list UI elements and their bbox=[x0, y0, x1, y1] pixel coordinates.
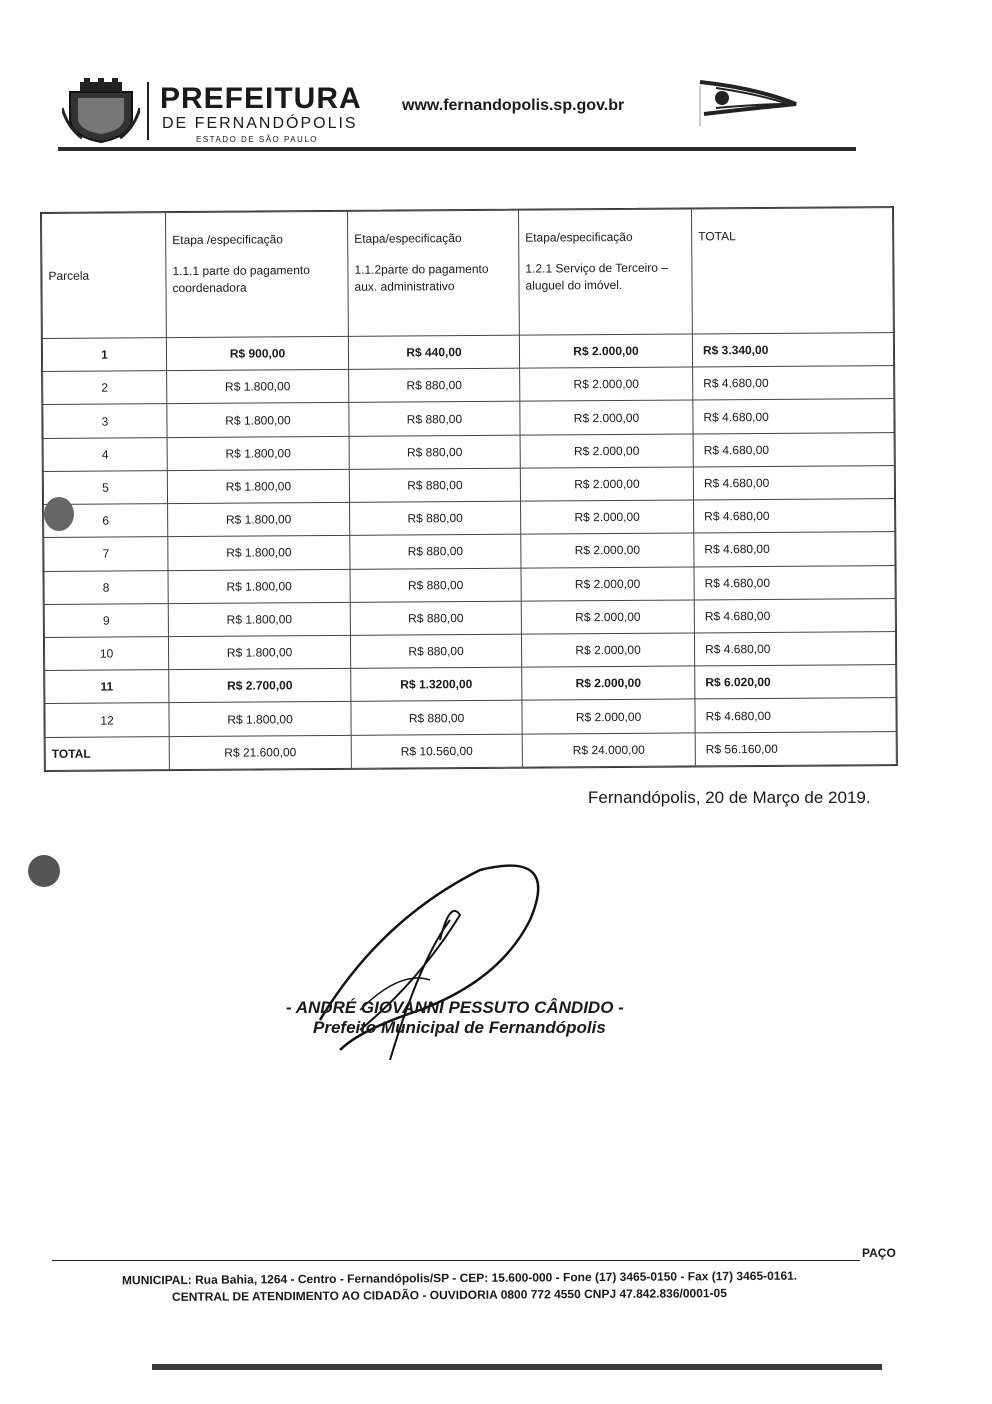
cell-etapa-1: R$ 1.800,00 bbox=[168, 569, 350, 603]
cell-parcela: 8 bbox=[44, 570, 168, 604]
punch-hole bbox=[44, 497, 74, 531]
cell-etapa-2: R$ 440,00 bbox=[348, 335, 519, 369]
website-link[interactable]: www.fernandopolis.sp.gov.br bbox=[402, 97, 625, 114]
cell-total-etapa-3: R$ 24.000,00 bbox=[522, 733, 695, 768]
cell-etapa-1: R$ 1.800,00 bbox=[168, 635, 350, 669]
punch-hole bbox=[28, 855, 60, 887]
signer-role: Prefeito Municipal de Fernandópolis bbox=[313, 1018, 606, 1037]
cell-total-etapa-1: R$ 21.600,00 bbox=[169, 735, 351, 770]
cell-etapa-3: R$ 2.000,00 bbox=[521, 500, 694, 534]
cell-parcela: 5 bbox=[43, 470, 167, 504]
cell-total: R$ 4.680,00 bbox=[694, 565, 895, 600]
cell-etapa-2: R$ 880,00 bbox=[349, 368, 520, 402]
cell-parcela: 9 bbox=[44, 603, 168, 637]
cell-parcela: 12 bbox=[45, 703, 169, 737]
header-subtitle: DE FERNANDÓPOLIS bbox=[162, 115, 358, 132]
cell-etapa-1: R$ 1.800,00 bbox=[167, 469, 349, 503]
header-title: PREFEITURA bbox=[160, 82, 362, 115]
cell-total: R$ 3.340,00 bbox=[692, 333, 893, 368]
header-divider bbox=[147, 82, 149, 140]
cell-etapa-2: R$ 880,00 bbox=[349, 402, 520, 436]
cell-etapa-2: R$ 880,00 bbox=[350, 568, 521, 602]
col-header-total: TOTAL bbox=[691, 208, 893, 334]
cell-etapa-1: R$ 1.800,00 bbox=[168, 536, 350, 570]
cell-total: R$ 4.680,00 bbox=[694, 632, 895, 667]
cell-etapa-1: R$ 1.800,00 bbox=[168, 602, 350, 636]
cell-etapa-2: R$ 880,00 bbox=[350, 534, 521, 568]
col-header-etapa-1: Etapa /especificação 1.1.1 parte do pagamento coordenadora bbox=[166, 211, 349, 337]
cell-parcela: 7 bbox=[44, 537, 168, 571]
cell-etapa-1: R$ 900,00 bbox=[166, 336, 348, 370]
cell-total: R$ 4.680,00 bbox=[693, 465, 894, 500]
arrow-logo-icon bbox=[696, 78, 800, 130]
cell-etapa-3: R$ 2.000,00 bbox=[520, 467, 693, 501]
footer-rule bbox=[52, 1260, 860, 1261]
cell-etapa-1: R$ 1.800,00 bbox=[167, 436, 349, 470]
cell-total-etapa-2: R$ 10.560,00 bbox=[351, 734, 522, 769]
installments-table bbox=[40, 206, 898, 772]
cell-etapa-1: R$ 1.800,00 bbox=[167, 370, 349, 404]
cell-etapa-3: R$ 2.000,00 bbox=[522, 666, 695, 700]
cell-parcela: 6 bbox=[44, 504, 168, 538]
cell-parcela: 10 bbox=[44, 637, 168, 671]
cell-etapa-3: R$ 2.000,00 bbox=[519, 334, 692, 368]
cell-etapa-1: R$ 1.800,00 bbox=[169, 702, 351, 736]
signer-name: - ANDRÉ GIOVANNI PESSUTO CÂNDIDO - bbox=[286, 998, 624, 1017]
cell-etapa-2: R$ 880,00 bbox=[351, 701, 522, 735]
cell-etapa-3: R$ 2.000,00 bbox=[520, 434, 693, 468]
footer-paco: PAÇO bbox=[862, 1246, 896, 1260]
cell-parcela: 1 bbox=[42, 338, 166, 372]
table-total-row bbox=[45, 731, 896, 770]
cell-etapa-2: R$ 1.3200,00 bbox=[351, 667, 522, 701]
table-header-row bbox=[42, 208, 894, 339]
city-crest-icon bbox=[62, 78, 140, 144]
cell-parcela: 2 bbox=[43, 371, 167, 405]
scan-edge bbox=[152, 1364, 882, 1370]
cell-total: R$ 4.680,00 bbox=[693, 432, 894, 467]
cell-etapa-3: R$ 2.000,00 bbox=[521, 600, 694, 634]
cell-etapa-2: R$ 880,00 bbox=[349, 468, 520, 502]
header-state: ESTADO DE SÃO PAULO bbox=[196, 135, 319, 144]
cell-total-label: TOTAL bbox=[45, 736, 169, 770]
cell-etapa-3: R$ 2.000,00 bbox=[520, 400, 693, 434]
col-header-etapa-2: Etapa/especificação 1.1.2parte do pagamento aux. administrativo bbox=[348, 210, 520, 336]
cell-etapa-3: R$ 2.000,00 bbox=[521, 533, 694, 567]
cell-parcela: 3 bbox=[43, 404, 167, 438]
col-header-parcela: Parcela bbox=[42, 213, 167, 339]
cell-parcela: 4 bbox=[43, 437, 167, 471]
footer-address: MUNICIPAL: Rua Bahia, 1264 - Centro - Fernandópolis/SP - CEP: 15.600-000 - Fone (17) 3465-0150 - Fax (17) 3465-0161. bbox=[121, 1268, 798, 1288]
cell-etapa-3: R$ 2.000,00 bbox=[520, 367, 693, 401]
date-line: Fernandópolis, 20 de Março de 2019. bbox=[588, 788, 871, 807]
cell-etapa-2: R$ 880,00 bbox=[350, 601, 521, 635]
footer-contact: CENTRAL DE ATENDIMENTO AO CIDADÃO - OUVIDORIA 0800 772 4550 CNPJ 47.842.836/0001-05 bbox=[171, 1286, 727, 1304]
cell-etapa-1: R$ 1.800,00 bbox=[167, 403, 349, 437]
cell-parcela: 11 bbox=[45, 670, 169, 704]
cell-etapa-2: R$ 880,00 bbox=[350, 501, 521, 535]
col-header-etapa-3: Etapa/especificação 1.2.1 Serviço de Terceiro – aluguel do imóvel. bbox=[518, 209, 692, 335]
cell-total: R$ 4.680,00 bbox=[694, 499, 895, 534]
cell-total: R$ 4.680,00 bbox=[695, 698, 896, 733]
cell-total: R$ 6.020,00 bbox=[695, 665, 896, 700]
header-rule bbox=[58, 147, 856, 151]
cell-etapa-3: R$ 2.000,00 bbox=[521, 633, 694, 667]
cell-etapa-3: R$ 2.000,00 bbox=[522, 699, 695, 733]
cell-etapa-1: R$ 1.800,00 bbox=[168, 502, 350, 536]
cell-etapa-2: R$ 880,00 bbox=[349, 435, 520, 469]
cell-total: R$ 4.680,00 bbox=[694, 532, 895, 567]
cell-grand-total: R$ 56.160,00 bbox=[695, 731, 896, 766]
cell-total: R$ 4.680,00 bbox=[694, 598, 895, 633]
cell-etapa-3: R$ 2.000,00 bbox=[521, 566, 694, 600]
cell-etapa-2: R$ 880,00 bbox=[350, 634, 521, 668]
cell-etapa-1: R$ 2.700,00 bbox=[169, 669, 351, 703]
cell-total: R$ 4.680,00 bbox=[693, 366, 894, 401]
cell-total: R$ 4.680,00 bbox=[693, 399, 894, 434]
